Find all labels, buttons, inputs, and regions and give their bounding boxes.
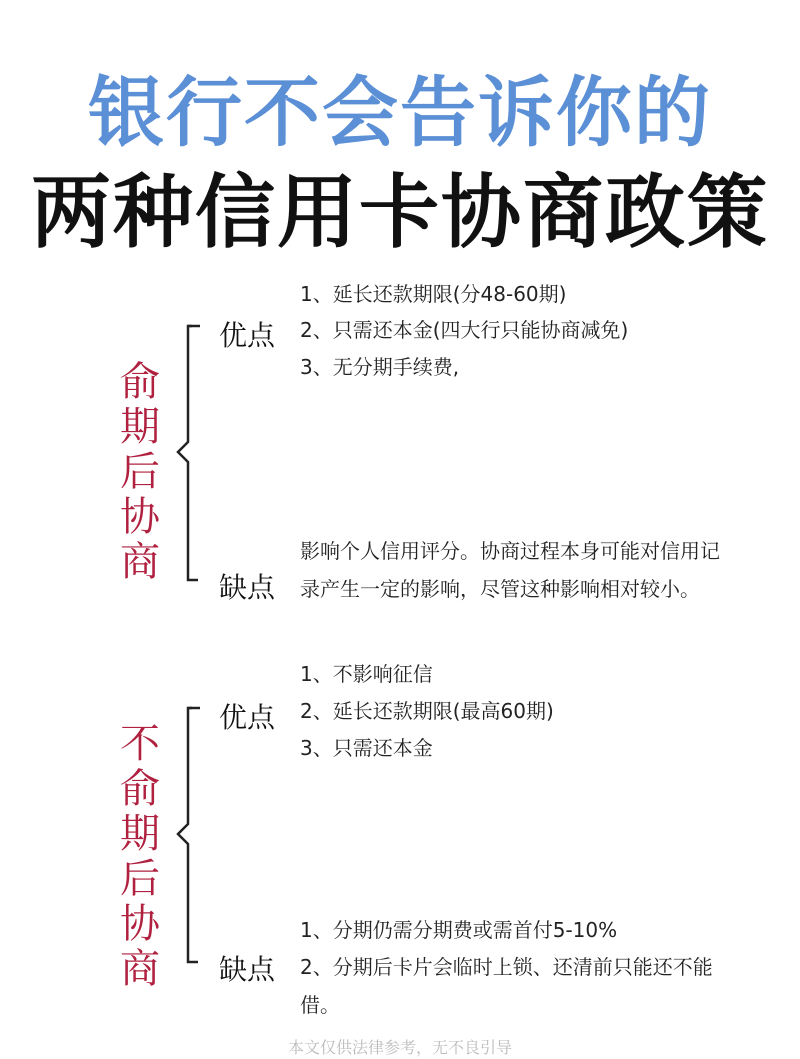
cons-item: 2、分期后卡片会临时上锁、还清前只能还不能借。 (300, 955, 713, 1017)
brace-icon (172, 322, 212, 588)
pros-heading: 优点 (219, 701, 276, 734)
pros-heading: 优点 (219, 319, 276, 352)
section-label-overdue: 俞期后协商 (120, 359, 160, 585)
disclaimer: 本文仅供法律参考，无不良引导 (287, 1038, 512, 1057)
title-line-1: 银行不会告诉你的 (88, 68, 712, 157)
brace-icon (172, 704, 212, 970)
cons-heading: 缺点 (219, 953, 276, 986)
pros-item: 2、只需还本金(四大行只能协商减免) (300, 318, 629, 342)
cons-item: 1、分期仍需分期费或需首付5-10% (300, 918, 618, 942)
title-line-2: 两种信用卡协商政策 (31, 166, 769, 259)
cons-heading: 缺点 (219, 571, 276, 604)
section-label-not-overdue: 不俞期后协商 (120, 721, 160, 992)
pros-item: 3、无分期手续费, (300, 355, 460, 379)
pros-item: 2、延长还款期限(最高60期) (300, 699, 554, 723)
pros-item: 1、不影响征信 (300, 662, 433, 686)
cons-item: 影响个人信用评分。协商过程本身可能对信用记录产生一定的影响，尽管这种影响相对较小。 (300, 539, 720, 601)
pros-item: 3、只需还本金 (300, 736, 433, 760)
pros-item: 1、延长还款期限(分48-60期) (300, 282, 567, 306)
